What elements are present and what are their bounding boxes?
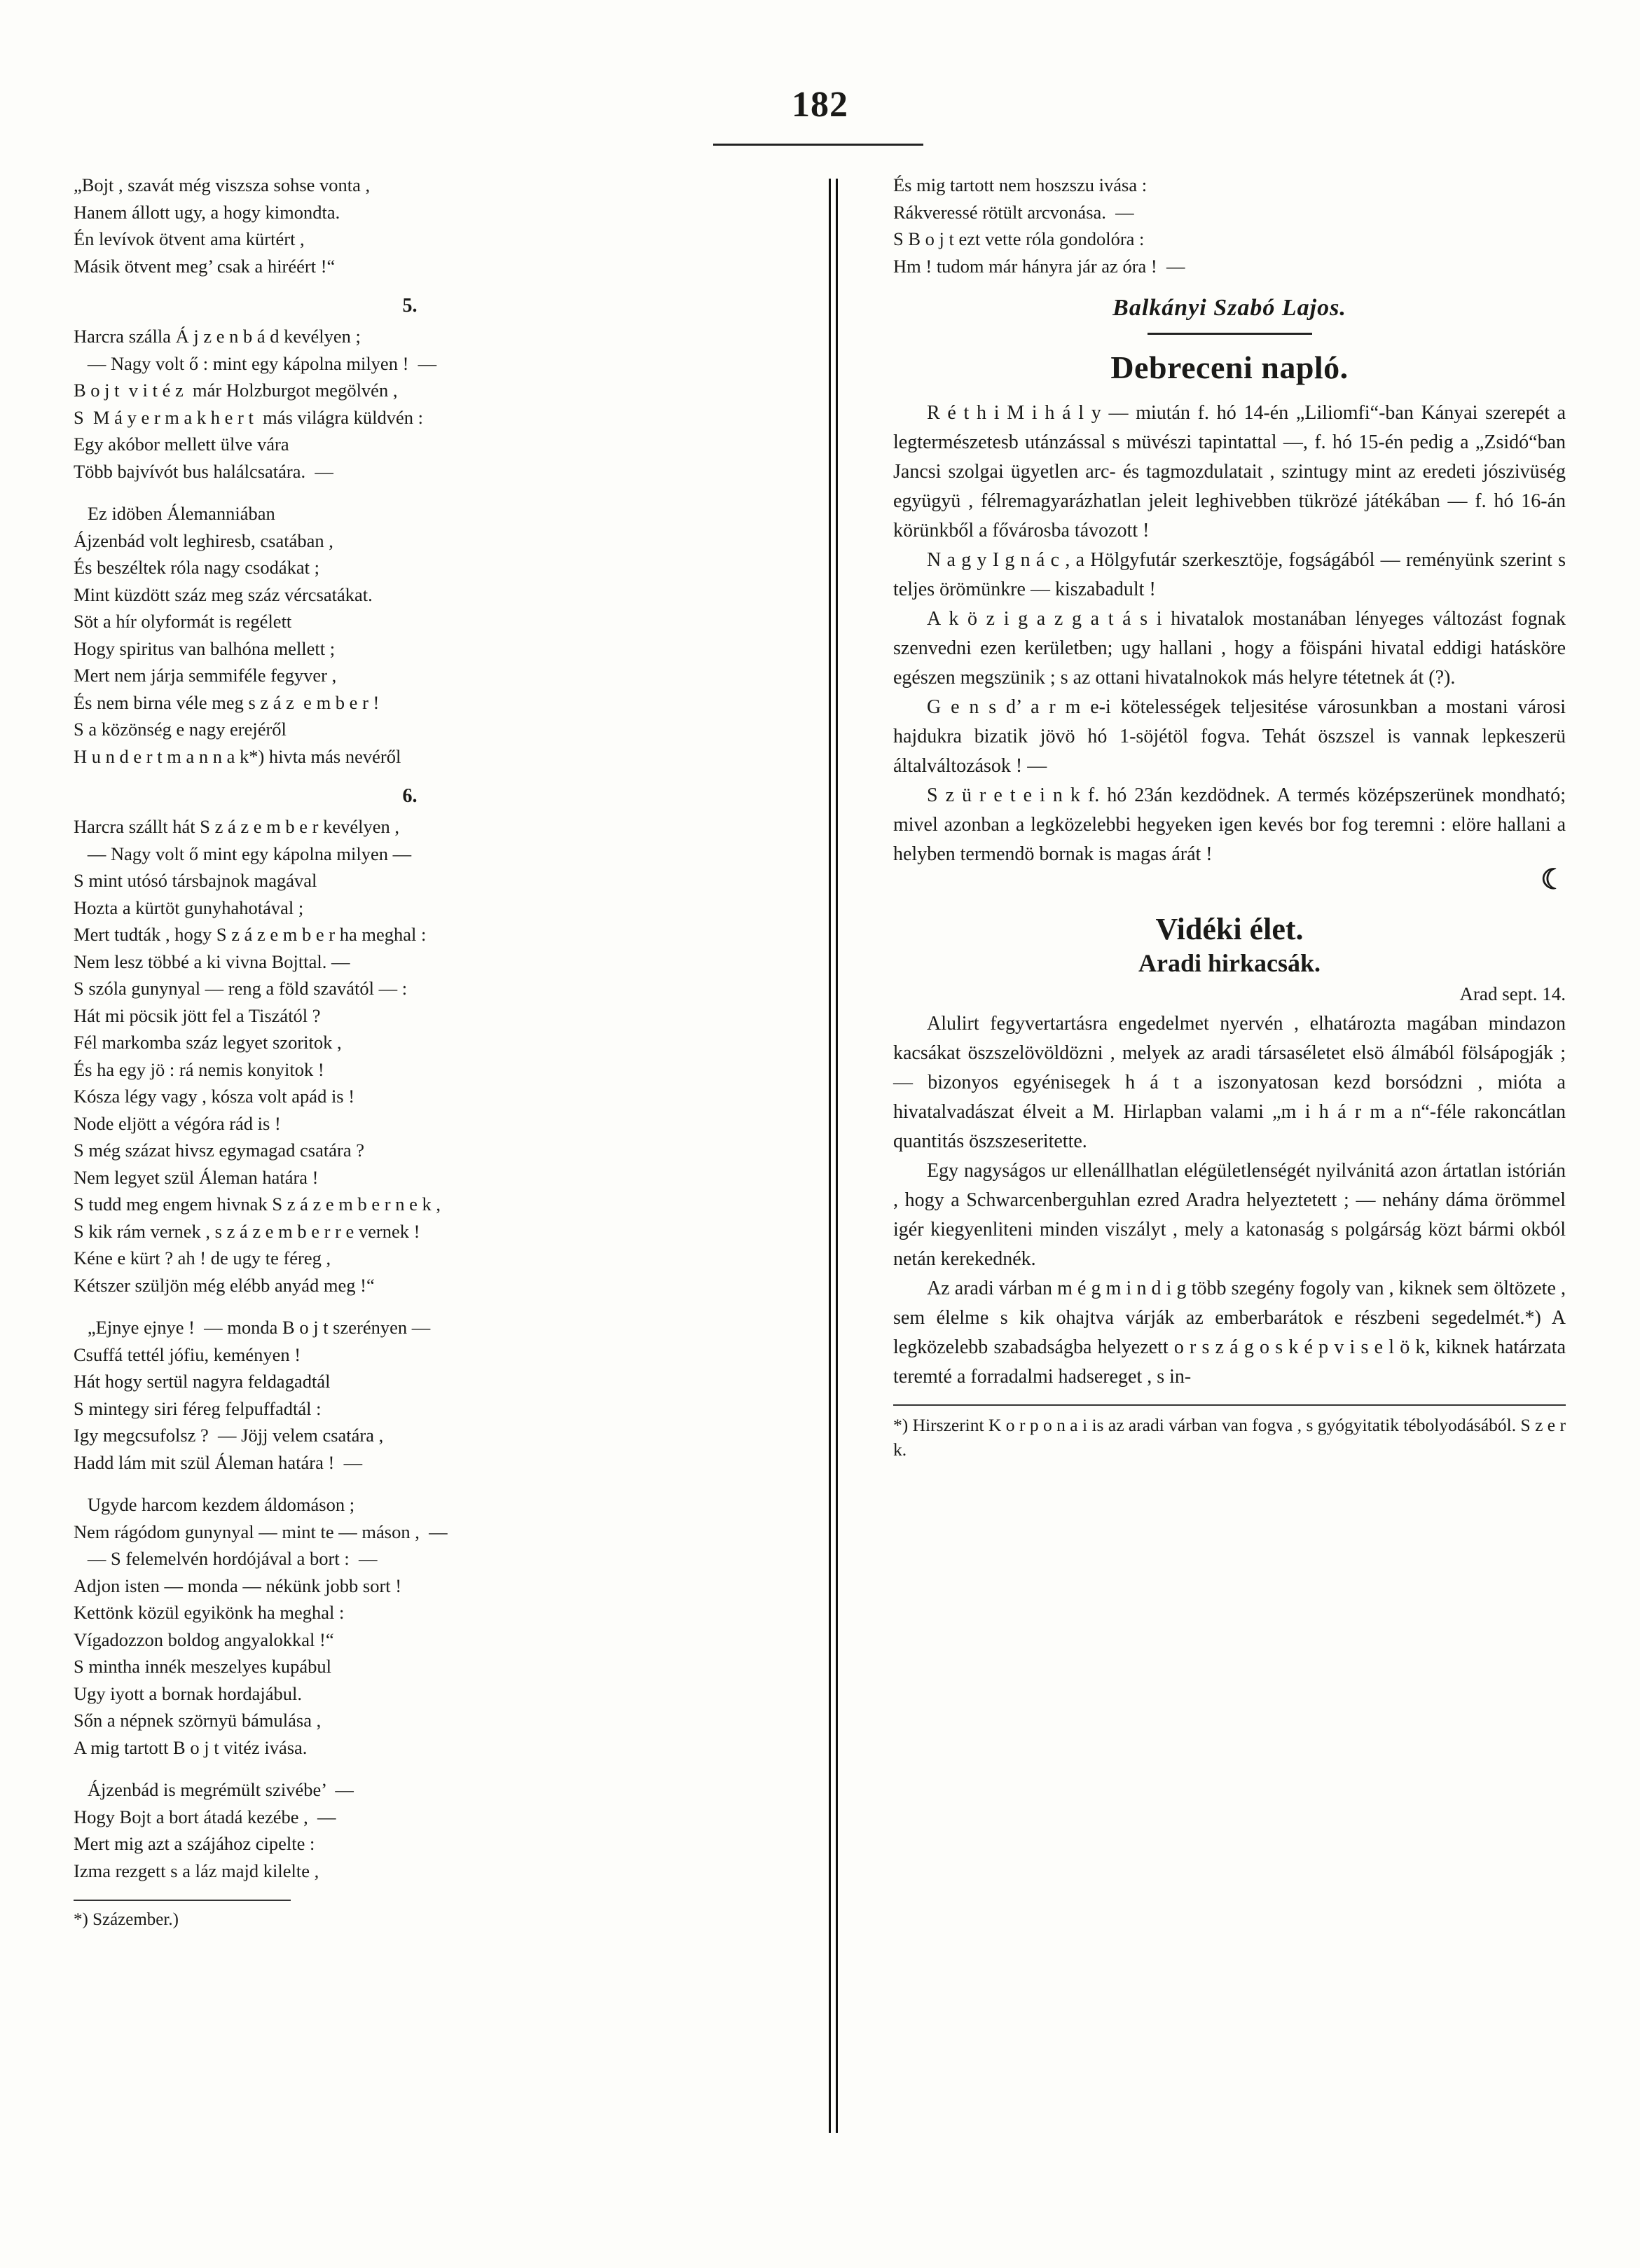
dateline: Arad sept. 14. xyxy=(1459,983,1566,1004)
stanza-7 xyxy=(74,1314,746,1476)
verse-line: Hadd lám mit szül Áleman határa ! — xyxy=(74,1451,363,1473)
verse-line: Fél markomba száz legyet szoritok , xyxy=(74,1032,342,1053)
verse-line: S még százat hivsz egymagad csatára ? xyxy=(74,1140,364,1161)
verse-line: Csuffá tettél jófiu, keményen ! xyxy=(74,1343,301,1365)
verse-line: Hozta a kürtöt gunyhahotával ; xyxy=(74,897,304,918)
verse-line: Node eljött a végóra rád is ! xyxy=(74,1112,281,1134)
verse-line: Hát mi pöcsik jött fel a Tiszától ? xyxy=(74,1004,321,1026)
verse-line: — S felemelvén hordójával a bort : — xyxy=(74,1548,378,1569)
verse-line: S szóla gunynyal — reng a föld szavától — : xyxy=(74,978,408,999)
page-header xyxy=(0,84,1640,125)
verse-line: B o j t v i t é z már Holzburgot megölvén , xyxy=(74,380,398,401)
verse-line: Egy akóbor mellett ülve vára xyxy=(74,434,289,455)
verse-line: H u n d e r t m a n n a k*) hivta más nevéről xyxy=(74,745,401,767)
column-divider xyxy=(829,179,831,2133)
verse-line: S mintegy siri féreg felpuffadtál : xyxy=(74,1397,322,1419)
verse-line: Söt a hír olyformát is regélett xyxy=(74,611,292,632)
verse-line: Mert nem járja semmiféle fegyver , xyxy=(74,665,337,686)
verse-line: „Bojt , szavát még viszsza sohse vonta , xyxy=(74,174,371,195)
section-title-diary: Debreceni napló. xyxy=(1110,350,1349,385)
section-subtitle-aradi: Aradi hirkacsák. xyxy=(1138,949,1321,977)
verse-line: — Nagy volt ő : mint egy kápolna milyen ! — xyxy=(74,352,437,374)
verse-line: Hát hogy sertül nagyra feldagadtál xyxy=(74,1371,331,1392)
verse-line: Másik ötvent meg’ csak a hiréért !“ xyxy=(74,255,336,277)
verse-line: Hogy spiritus van balhóna mellett ; xyxy=(74,637,336,659)
verse-line: Kétszer szüljön még elébb anyád meg !“ xyxy=(74,1274,375,1296)
verse-line: Nem legyet szül Áleman határa ! xyxy=(74,1166,319,1188)
diary-paragraph: N a g y I g n á c , a Hölgyfutár szerkesztöje, fogságából — reményünk szerint s teljes örömünkre — kiszabadult ! xyxy=(893,549,1566,600)
verse-line: Adjon isten — monda — nékünk jobb sort ! xyxy=(74,1575,402,1596)
stanza-5b xyxy=(74,500,746,770)
verse-line: Ájzenbád is megrémült szivébe’ — xyxy=(74,1779,354,1800)
verse-line: Hm ! tudom már hányra jár az óra ! — xyxy=(893,255,1185,277)
right-column xyxy=(893,172,1566,1462)
verse-line: Én levívok ötvent ama kürtért , xyxy=(74,228,305,249)
verse-line: Hogy Bojt a bort átadá kezébe , — xyxy=(74,1806,336,1827)
verse-line: S a közönség e nagy erejéről xyxy=(74,719,287,740)
verse-line: És nem birna véle meg s z á z e m b e r ! xyxy=(74,691,380,713)
verse-line: Ez idöben Álemanniában xyxy=(74,503,275,524)
verse-line: — Nagy volt ő mint egy kápolna milyen — xyxy=(74,843,412,864)
footnote-rule xyxy=(74,1900,291,1901)
verse-line: S M á y e r m a k h e r t más világra küldvén : xyxy=(74,406,423,428)
verse-line: Harcra szállt hát S z á z e m b e r kevélyen , xyxy=(74,816,400,837)
verse-top xyxy=(893,172,1566,279)
verse-line: S tudd meg engem hivnak S z á z e m b e r n e k , xyxy=(74,1194,441,1215)
footnote-right: *) Hirszerint K o r p o n a i is az aradi várban van fogva , s gyógyitatik tébolyodásából. S z e r k. xyxy=(893,1415,1566,1460)
section-rule xyxy=(1148,333,1312,335)
verse-line: És ha egy jö : rá nemis konyitok ! xyxy=(74,1058,324,1080)
verse-line: Több bajvívót bus halálcsatára. — xyxy=(74,460,333,482)
verse-line: A mig tartott B o j t vitéz ivása. xyxy=(74,1736,308,1758)
verse-line: Ájzenbád volt leghiresb, csatában , xyxy=(74,530,333,551)
diary-paragraph: A k ö z i g a z g a t á s i hivatalok mostanában lényeges változást fognak szenvedni ezen kerületben; ugy hallani , hogy a föispáni hivatal eddigi hatásköre egészen megszünik ; s az ottani hivatalnokok más helyre tétetnek át (?). xyxy=(893,608,1566,689)
stanza-6 xyxy=(74,813,746,1299)
verse-line: És beszéltek róla nagy csodákat ; xyxy=(74,557,319,578)
arad-paragraph: Alulirt fegyvertartásra engedelmet nyervén , elhatározta magában mindazon kacsákat öszszelövöldözni , melyek az aradi társaséletet elsö álmából fölsápogják ; — bizonyos egyénisegek h á t a iszonyatosan kezd borsódzni , mióta a hivatalvadászat élveit a M. Hirlapban valami „m i h á r m a n“-féle rakoncátlan quantitás öszszeseritette. xyxy=(893,1013,1566,1152)
verse-line: S B o j t ezt vette róla gondolóra : xyxy=(893,228,1145,249)
stanza-4-tail xyxy=(74,172,746,279)
verse-line: Kósza légy vagy , kósza volt apád is ! xyxy=(74,1086,355,1107)
left-column xyxy=(74,172,746,1932)
arad-paragraph: Az aradi várban m é g m i n d i g több szegény fogoly van , kiknek sem öltözete , sem élelme s kik ohajtva várják az emberbarátok e részbeni segedelmét.*) A legközelebb szabadságba helyezett o r s z á g o s k é p v i s e l ö k, kiknek határzata teremté a forradalmi hadsereget , s in- xyxy=(893,1278,1566,1388)
verse-line: S mintha innék meszelyes kupábul xyxy=(74,1656,331,1677)
moon-icon: ☾ xyxy=(1541,864,1566,895)
verse-line: Ugyde harcom kezdem áldomáson ; xyxy=(74,1494,355,1515)
footnote-left: *) Százember.) xyxy=(74,1910,179,1929)
section-title-videki-elet: Vidéki élet. xyxy=(1155,912,1304,946)
verse-line: Rákveressé rötült arcvonása. — xyxy=(893,201,1134,223)
verse-line: Izma rezgett s a láz majd kilelte , xyxy=(74,1860,319,1881)
verse-line: S mint utósó társbajnok magával xyxy=(74,870,317,891)
verse-line: Mint küzdött száz meg száz vércsatákat. xyxy=(74,583,373,605)
diary-paragraph: R é t h i M i h á l y — miután f. hó 14-én „Liliomfi“-ban Kányai szerepét a legtermészetesb utánzással s müvészi tapintattal —, f. hó 15-én pedig a „Zsidó“ban Jancsi szolgai ügyetlen arc- és tagmozdulatait , szintugy mint az eredeti jószivüség együgyü , félremagyarázhatlan jeleit leghivebben tükrözé játékában — f. hó 16-án körünkből a fővárosba távozott ! xyxy=(893,402,1566,541)
verse-line: „Ejnye ejnye ! — monda B o j t szerényen — xyxy=(74,1317,431,1338)
stanza-5 xyxy=(74,323,746,485)
verse-line: És mig tartott nem hoszszu ivása : xyxy=(893,174,1148,195)
verse-line: Vígadozzon boldog angyalokkal !“ xyxy=(74,1629,334,1650)
footnote-rule-right xyxy=(893,1404,1566,1406)
verse-line: Mert tudták , hogy S z á z e m b e r ha meghal : xyxy=(74,924,427,945)
stanza-9 xyxy=(74,1776,746,1884)
verse-line: Ugy iyott a bornak hordajábul. xyxy=(74,1682,303,1704)
verse-line: Igy megcsufolsz ? — Jöjj velem csatára , xyxy=(74,1425,384,1446)
columns-container xyxy=(74,172,1566,2175)
verse-line: Sőn a népnek szörnyü bámulása , xyxy=(74,1710,322,1731)
page-number: 182 xyxy=(792,85,848,125)
verse-line: Kéne e kürt ? ah ! de ugy te féreg , xyxy=(74,1247,331,1268)
verse-line: Mert mig azt a szájához cipelte : xyxy=(74,1833,315,1854)
stanza-number: 5. xyxy=(402,295,418,317)
header-rule xyxy=(713,144,923,146)
diary-paragraph: G e n s d’ a r m e-i kötelességek teljesitése városunkban a mostani városi hajdukra bizatik jövö hó 1-söjétöl fogva. Tehát öszszel is vannak lepkeszerü általváltozások ! — xyxy=(893,696,1566,777)
stanza-number: 6. xyxy=(402,785,418,807)
verse-line: Kettönk közül egyikönk ha meghal : xyxy=(74,1602,345,1623)
verse-line: S kik rám vernek , s z á z e m b e r r e vernek ! xyxy=(74,1220,420,1242)
diary-paragraph: S z ü r e t e i n k f. hó 23án kezdödnek. A termés középszerünek mondható; mivel azonban a legközelebbi hegyeken igen kevés bor fog teremni : elöre hallani a helyben termendö bornak is magas árát ! xyxy=(893,784,1566,865)
column-divider-2 xyxy=(836,179,838,2133)
verse-line: Nem lesz többé a ki vivna Bojttal. — xyxy=(74,950,350,972)
verse-line: Harcra szálla Á j z e n b á d kevélyen ; xyxy=(74,326,361,347)
verse-line: Hanem állott ugy, a hogy kimondta. xyxy=(74,201,340,223)
verse-line: Nem rágódom gunynyal — mint te — máson , — xyxy=(74,1521,448,1542)
stanza-8 xyxy=(74,1491,746,1761)
byline: Balkányi Szabó Lajos. xyxy=(1112,295,1346,321)
arad-paragraph: Egy nagyságos ur ellenállhatlan elégületlenségét nyilvánitá azon ártatlan istórián , hogy a Schwarcenberguhlan ezred Aradra helyeztetett ; — nehány dáma örömmel igér kiegyenliteni minden viszályt , mely a katonaság s polgárság közt bármi okból netán kerekednék. xyxy=(893,1160,1566,1270)
